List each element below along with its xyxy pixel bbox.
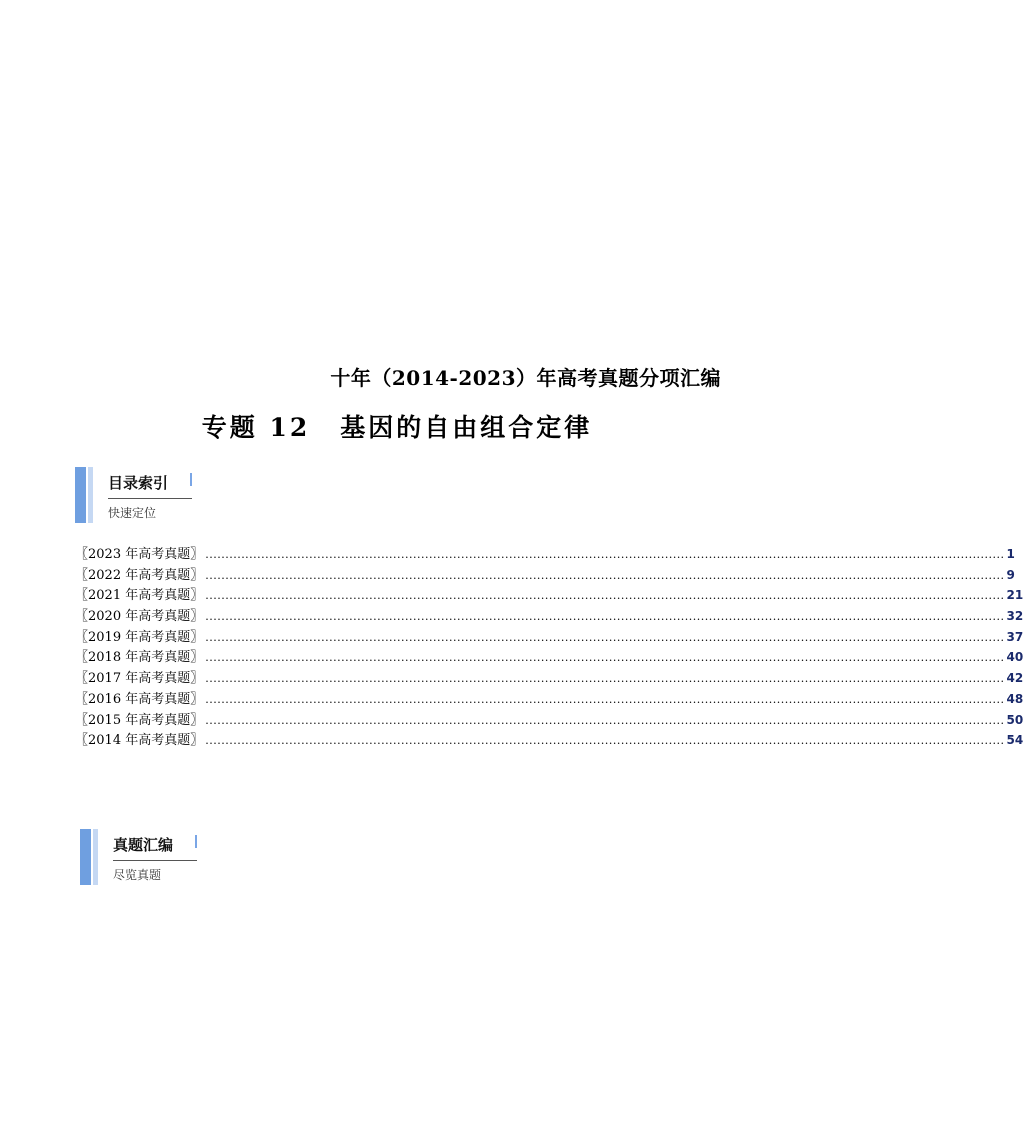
toc-entry-page: 42	[1006, 671, 1023, 686]
toc-entry-page: 37	[1006, 629, 1023, 644]
toc-entry-page: 48	[1006, 691, 1023, 706]
exam-section-heading: 真题汇编	[113, 836, 174, 854]
toc-dot-leader: ........................................................................................................................................................................................................	[205, 630, 1005, 644]
toc-entry-label: 〖2014 年高考真题〗	[75, 733, 204, 749]
toc-entry-label: 〖2017 年高考真题〗	[75, 671, 204, 687]
toc-entry[interactable]	[75, 584, 1023, 605]
toc-dot-leader: ........................................................................................................................................................................................................	[205, 589, 1005, 603]
toc-entry-label: 〖2018 年高考真题〗	[75, 650, 204, 666]
series-title: 十年（2014-2023）年高考真题分项汇编	[330, 366, 721, 390]
toc-dot-leader: ........................................................................................................................................................................................................	[205, 734, 1005, 748]
toc-dot-leader: ........................................................................................................................................................................................................	[205, 672, 1005, 686]
topic-name: 基因的自由组合定律	[340, 413, 593, 442]
exam-section-header	[80, 829, 220, 885]
toc-entry-label: 〖2015 年高考真题〗	[75, 712, 204, 728]
heading-tick-mark	[190, 473, 192, 486]
accent-bar	[80, 829, 91, 885]
toc-entry[interactable]	[75, 646, 1023, 667]
toc-entry-label: 〖2022 年高考真题〗	[75, 567, 204, 583]
accent-bar	[75, 467, 86, 523]
exam-section-subheading: 尽览真题	[113, 868, 162, 882]
toc-entry-page: 1	[1006, 547, 1015, 561]
toc-entry[interactable]	[75, 564, 1015, 585]
toc-section-header	[75, 467, 215, 523]
toc-entry-page: 54	[1006, 733, 1023, 748]
toc-entry-page: 32	[1006, 609, 1023, 624]
toc-entry-label: 〖2023 年高考真题〗	[75, 547, 204, 562]
toc-dot-leader: ........................................................................................................................................................................................................	[205, 651, 1005, 665]
toc-entry-page: 40	[1006, 650, 1023, 665]
toc-entry-label: 〖2021 年高考真题〗	[75, 588, 204, 604]
toc-dot-leader: ........................................................................................................................................................................................................	[205, 610, 1005, 624]
toc-dot-leader: ........................................................................................................................................................................................................	[205, 548, 1005, 561]
toc-section-heading: 目录索引	[108, 474, 169, 492]
toc-entry[interactable]	[75, 605, 1023, 626]
toc-entry-page: 9	[1006, 567, 1015, 582]
heading-tick-mark	[195, 835, 197, 848]
toc-section-subheading: 快速定位	[108, 506, 157, 520]
heading-underline	[108, 498, 192, 499]
accent-bar-light	[93, 829, 98, 885]
toc-dot-leader: ........................................................................................................................................................................................................	[205, 568, 1005, 582]
toc-entry[interactable]	[75, 667, 1023, 688]
toc-dot-leader: ........................................................................................................................................................................................................	[205, 713, 1005, 727]
toc-entry[interactable]	[75, 709, 1023, 730]
toc-entry[interactable]	[75, 688, 1023, 709]
heading-underline	[113, 860, 197, 861]
topic-number: 专题 12	[201, 413, 311, 442]
toc-dot-leader: ........................................................................................................................................................................................................	[205, 692, 1005, 706]
toc-entry-label: 〖2016 年高考真题〗	[75, 691, 204, 707]
table-of-contents	[75, 543, 1023, 750]
toc-entry-page: 21	[1006, 588, 1023, 603]
toc-entry-label: 〖2020 年高考真题〗	[75, 609, 204, 625]
toc-entry-label: 〖2019 年高考真题〗	[75, 629, 204, 645]
accent-bar-light	[88, 467, 93, 523]
toc-entry[interactable]	[75, 626, 1023, 647]
topic-title	[0, 408, 794, 444]
toc-entry[interactable]	[75, 543, 1015, 564]
toc-entry[interactable]	[75, 729, 1023, 750]
toc-entry-page: 50	[1006, 712, 1023, 727]
